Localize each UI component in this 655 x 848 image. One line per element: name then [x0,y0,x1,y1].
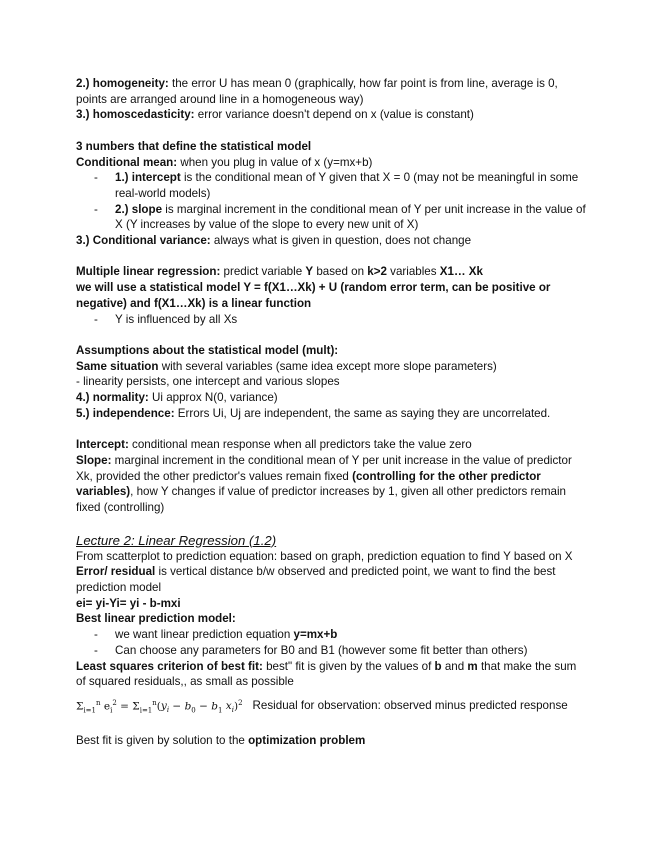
formula-description: Residual for observation: observed minus predicted response [252,699,568,713]
document-body [76,76,586,749]
formula-row [76,696,586,719]
conditional-variance-paragraph: 3.) Conditional variance: always what is given in question, does not change [76,234,472,248]
linearity-paragraph: - linearity persists, one intercept and various slopes [76,375,340,389]
multiple-regression-paragraph: Multiple linear regression: predict variable Y based on k>2 variables X1… Xk [76,265,483,279]
same-situation-paragraph: Same situation with several variables (same idea except more slope parameters) [76,359,497,373]
slope-paragraph: Slope: marginal increment in the conditional mean of Y per unit increase in the value of predictor Xk, provided the other predictor's values remain fixed (controlling for the other predictor variables), how Y changes if value of predictor increases by 1, given all other predictors remain fixed (controlling) [76,453,572,514]
scatterplot-paragraph: From scatterplot to prediction equation: based on graph, prediction equation to find Y based on X [76,549,573,563]
section-title-assumptions: Assumptions about the statistical model (mult): [76,343,339,357]
normality-paragraph: 4.) normality: Ui approx N(0, variance) [76,391,278,405]
list-item: - Y is influenced by all Xs [94,312,238,326]
independence-paragraph: 5.) independence: Errors Ui, Uj are independent, the same as saying they are uncorrelated. [76,406,551,420]
statistical-model-paragraph: we will use a statistical model Y = f(X1…Xk) + U (random error term, can be positive or negative) and f(X1…Xk) is a linear function [76,281,551,310]
section-title-three-numbers: 3 numbers that define the statistical model [76,139,312,153]
best-linear-model-title: Best linear prediction model: [76,612,236,626]
intercept-paragraph: Intercept: conditional mean response when all predictors take the value zero [76,438,472,452]
list-item: - 1.) intercept is the conditional mean of Y given that X = 0 (may not be meaningful in some real-world models) [94,171,579,200]
lecture-heading: Lecture 2: Linear Regression (1.2) [76,532,277,548]
residual-equation: ei= yi-Yi= yi - b-mxi [76,596,181,610]
conditional-mean-paragraph: Conditional mean: when you plug in value of x (y=mx+b) [76,155,373,169]
best-fit-paragraph: Best fit is given by solution to the optimization problem [76,734,366,748]
list-item: - 2.) slope is marginal increment in the conditional mean of Y per unit increase in the value of X (Y increases by value of the slope to every new unit of X) [94,202,586,232]
error-residual-paragraph: Error/ residual is vertical distance b/w observed and predicted point, we want to find the best prediction model [76,565,556,595]
list-item: - Can choose any parameters for B0 and B1 (however some fit better than others) [94,643,528,657]
sum-of-squares-formula: $\Sigma_{i=1}^n$ $e_i^2 = \Sigma_{i=1}^n(y_i - b_0 - b_1$ $x_i)^2$ [76,698,243,715]
homoscedasticity-paragraph: 3.) homoscedasticity: error variance doesn't depend on x (value is constant) [76,108,474,122]
least-squares-paragraph: Least squares criterion of best fit: best" fit is given by the values of b and m that make the sum of squared residuals,, as small as possible [76,659,577,689]
homogeneity-paragraph: 2.) homogeneity: the error U has mean 0 (graphically, how far point is from line, average is 0, points are arranged around line in a homogeneous way) [76,77,558,106]
list-item: - we want linear prediction equation y=mx+b [94,628,338,642]
